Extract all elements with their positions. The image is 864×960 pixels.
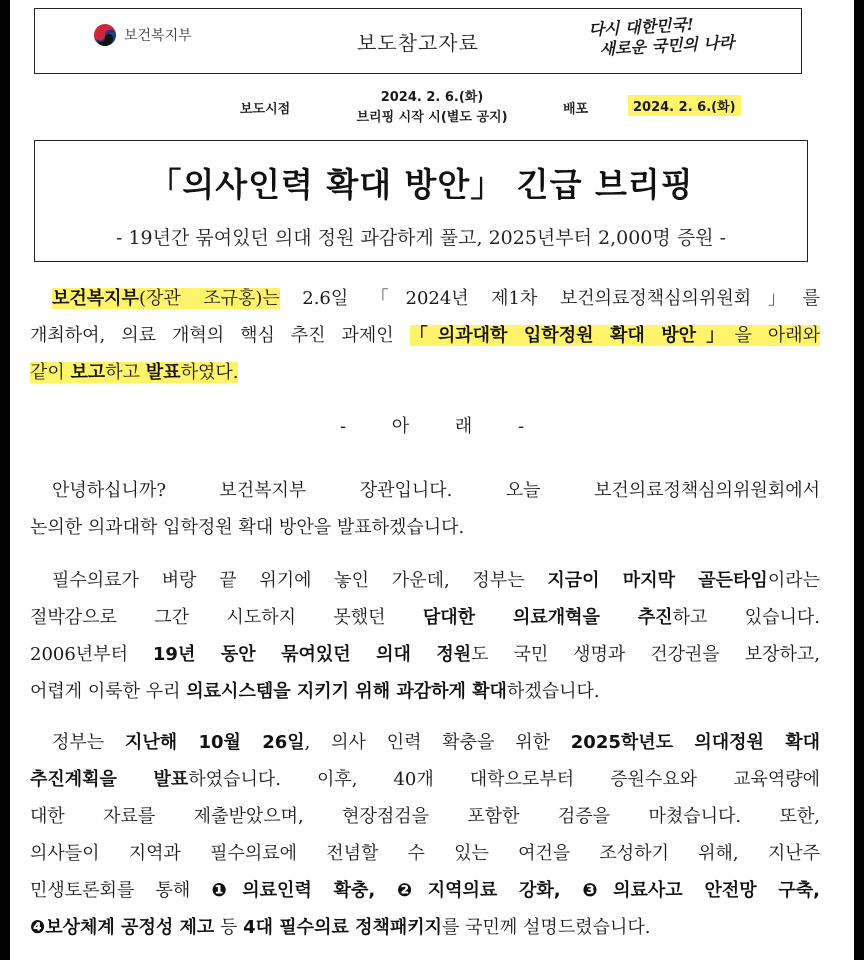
- release-note: 브리핑 시작 시(별도 공지): [356, 110, 508, 125]
- release-date: 2024. 2. 6.(화): [380, 90, 484, 105]
- p3-line: 민생토론회를 통해 ❶의료인력 확충, ❷지역의료 강화, ❸의료사고 안전망 구축,: [30, 880, 821, 901]
- main-title: 「의사인력 확대 방안」 긴급 브리핑: [148, 165, 694, 204]
- p3-line: 정부는 지난해 10월 26일, 의사 인력 확충을 위한 2025학년도 의대정원 확대: [52, 732, 821, 753]
- distribution-date: 2024. 2. 6.(화): [628, 95, 741, 116]
- p1-line: 논의한 의과대학 입학정원 확대 방안을 발표하겠습니다.: [30, 517, 465, 538]
- release-label: 보도시점: [240, 102, 291, 117]
- paragraph-2: [30, 562, 820, 710]
- distribution-label: 배포: [563, 102, 589, 117]
- release-meta: [10, 90, 854, 130]
- paragraph-1: [30, 472, 820, 546]
- intro-line: 개최하여, 의료 개혁의 핵심 추진 과제인 「의과대학 입학정원 확대 방안」을 아래와: [30, 325, 820, 346]
- title-box: [34, 140, 808, 262]
- p1-line: 안녕하십니까? 보건복지부 장관입니다. 오늘 보건의료정책심의위원회에서: [52, 480, 820, 501]
- paragraph-3: [30, 724, 820, 946]
- document-header: [34, 8, 802, 74]
- p2-line: 2006년부터 19년 동안 묶여있던 의대 정원도 국민 생명과 건강권을 보장하고,: [30, 644, 820, 665]
- p2-line: 필수의료가 벼랑 끝 위기에 놓인 가운데, 정부는 지금이 마지막 골든타임이라는: [52, 570, 820, 591]
- sub-title: - 19년간 묶여있던 의대 정원 과감하게 풀고, 2025년부터 2,000명 증원 -: [116, 227, 726, 249]
- below-divider: - 아 래 -: [339, 416, 525, 437]
- release-value: [332, 88, 532, 128]
- p3-line: 의사들이 지역과 필수의료에 전념할 수 있는 여건을 조성하기 위해, 지난주: [30, 843, 820, 864]
- intro-paragraph: [30, 280, 820, 391]
- document-page: [10, 0, 854, 960]
- logo-text: 보건복지부: [124, 28, 192, 44]
- p3-line: 추진계획을 발표하였습니다. 이후, 40개 대학으로부터 증원수요와 교육역량에: [30, 769, 821, 790]
- p2-line: 절박감으로 그간 시도하지 못했던 담대한 의료개혁을 추진하고 있습니다.: [30, 607, 820, 628]
- intro-line: 보건복지부(장관 조규홍)는 2.6일 「2024년 제1차 보건의료정책심의위원회」를: [52, 288, 820, 309]
- slogan-line1: 다시 대한민국!: [588, 14, 695, 40]
- p2-line: 어렵게 이룩한 우리 의료시스템을 지키기 위해 과감하게 확대하겠습니다.: [30, 681, 600, 702]
- slogan-line2: 새로운 국민의 나라: [599, 32, 735, 59]
- doc-type-label: 보도참고자료: [357, 31, 479, 55]
- p3-line: ❹보상체계 공정성 제고 등 4대 필수의료 정책패키지를 국민께 설명드렸습니다.: [30, 917, 651, 938]
- p3-line: 대한 자료를 제출받았으며, 현장점검을 포함한 검증을 마쳤습니다. 또한,: [30, 806, 820, 827]
- intro-line: 같이 보고하고 발표하였다.: [30, 362, 239, 383]
